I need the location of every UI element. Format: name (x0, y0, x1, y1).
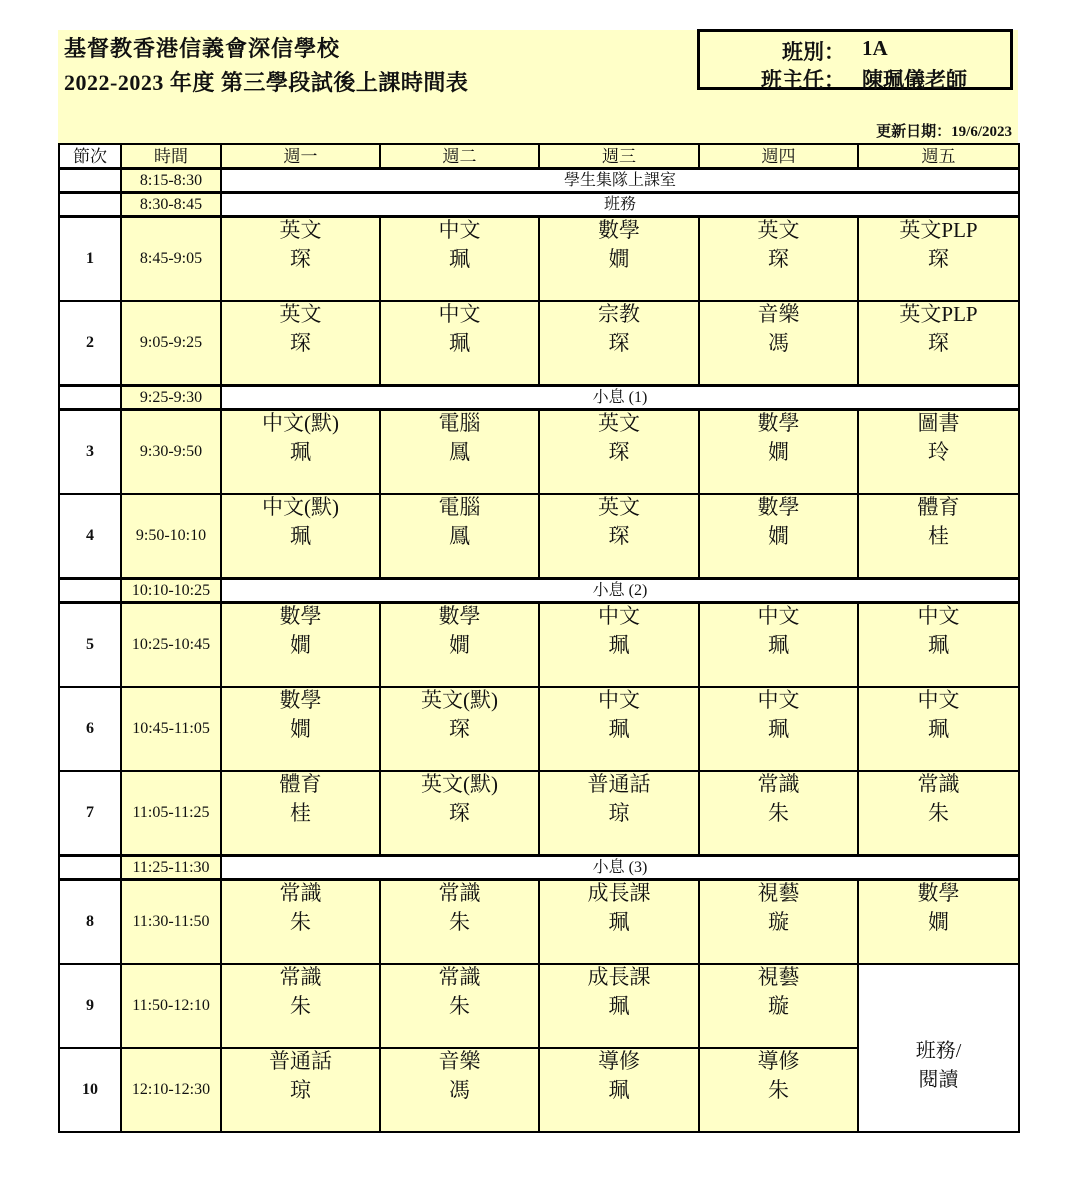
subject: 數學 (757, 411, 800, 435)
subject: 英文PLP (899, 218, 978, 242)
teacher: 朱 (928, 801, 949, 825)
period-number: 3 (59, 410, 121, 495)
lesson-cell (380, 687, 539, 771)
lesson-cell (380, 410, 539, 495)
break-label: 小息 (1) (221, 386, 1019, 410)
lesson-cell (539, 880, 699, 965)
period-row (59, 771, 1019, 856)
lesson-cell (380, 880, 539, 965)
teacher: 嫺 (928, 910, 949, 934)
break-label: 班務 (221, 193, 1019, 217)
break-label: 小息 (3) (221, 856, 1019, 880)
teacher: 璇 (768, 910, 789, 934)
lesson-cell (699, 964, 858, 1048)
subject: 常識 (279, 965, 322, 989)
subject: 數學 (279, 604, 322, 628)
break-row (59, 193, 1019, 217)
lesson-cell (380, 603, 539, 688)
subject: 常識 (917, 772, 960, 796)
lesson-cell (539, 494, 699, 579)
period-row (59, 603, 1019, 688)
period-time: 11:05-11:25 (121, 771, 221, 856)
subject: 中文 (598, 688, 640, 712)
lesson-cell (699, 217, 858, 302)
period-time: 8:15-8:30 (121, 169, 221, 193)
subject: 宗教 (598, 302, 640, 326)
period-row (59, 217, 1019, 302)
subject: 電腦 (438, 495, 481, 519)
teacher: 珮 (449, 247, 470, 271)
period-number: 7 (59, 771, 121, 856)
period-row (59, 687, 1019, 771)
lesson-cell (539, 410, 699, 495)
period-time: 8:45-9:05 (121, 217, 221, 302)
subject: 英文 (279, 302, 322, 326)
teacher: 嫺 (768, 524, 789, 548)
update-date: 更新日期：19/6/2023 (876, 124, 1012, 140)
period-time: 9:25-9:30 (121, 386, 221, 410)
subject: 電腦 (438, 411, 481, 435)
subject: 中文 (598, 604, 640, 628)
teacher: 琛 (608, 331, 630, 355)
teacher: 朱 (290, 994, 311, 1018)
lesson-cell (221, 964, 380, 1048)
lesson-cell (699, 410, 858, 495)
column-header: 週三 (539, 144, 699, 169)
lesson-cell (539, 217, 699, 302)
lesson-cell (858, 880, 1019, 965)
teacher: 鳳 (449, 440, 470, 464)
teacher: 嫺 (768, 440, 789, 464)
teacher: 嫺 (449, 633, 470, 657)
merged-friday-cell (858, 964, 1019, 1132)
teacher: 珮 (768, 717, 789, 741)
lesson-cell (699, 687, 858, 771)
break-row (59, 169, 1019, 193)
subject: 中文(默) (262, 411, 339, 435)
lesson-cell (539, 771, 699, 856)
merged-line-1: 班務/ (915, 1040, 962, 1062)
subject: 英文(默) (421, 772, 498, 796)
lesson-cell (699, 880, 858, 965)
subject: 數學 (438, 604, 481, 628)
teacher: 桂 (928, 524, 949, 548)
subject: 中文 (438, 218, 481, 242)
period-number: 4 (59, 494, 121, 579)
subject: 數學 (279, 688, 322, 712)
subject: 成長課 (587, 881, 651, 905)
teacher: 珮 (608, 717, 630, 741)
subject: 英文 (598, 411, 640, 435)
teacher: 珮 (928, 717, 949, 741)
subject: 體育 (917, 495, 960, 519)
period-time: 8:30-8:45 (121, 193, 221, 217)
teacher: 嫺 (608, 247, 630, 271)
subject: 音樂 (757, 302, 800, 326)
teacher-value: 陳珮儀老師 (862, 68, 967, 92)
subject: 數學 (917, 881, 960, 905)
lesson-cell (221, 217, 380, 302)
subject: 常識 (279, 881, 322, 905)
lesson-cell (539, 301, 699, 386)
teacher: 珮 (608, 633, 630, 657)
column-header: 週一 (221, 144, 380, 169)
lesson-cell (858, 603, 1019, 688)
period-number-empty (59, 386, 121, 410)
teacher: 朱 (449, 994, 470, 1018)
lesson-cell (858, 494, 1019, 579)
subject: 英文 (757, 218, 800, 242)
lesson-cell (380, 494, 539, 579)
teacher: 珮 (608, 994, 630, 1018)
break-label: 學生集隊上課室 (221, 169, 1019, 193)
teacher: 琛 (290, 331, 311, 355)
lesson-cell (858, 410, 1019, 495)
lesson-cell (380, 217, 539, 302)
subject: 中文 (757, 688, 800, 712)
subject: 普通話 (269, 1049, 332, 1073)
teacher: 朱 (449, 910, 470, 934)
subject: 英文 (598, 495, 640, 519)
lesson-cell (380, 1048, 539, 1132)
lesson-cell (221, 771, 380, 856)
subject: 常識 (757, 772, 800, 796)
column-header: 週五 (858, 144, 1019, 169)
period-number-empty (59, 193, 121, 217)
subject: 數學 (598, 218, 640, 242)
teacher: 珮 (290, 524, 311, 548)
teacher: 琛 (608, 524, 630, 548)
teacher: 琼 (608, 801, 630, 825)
teacher: 琛 (290, 247, 311, 271)
teacher: 琛 (768, 247, 789, 271)
subject: 中文 (917, 688, 960, 712)
lesson-cell (699, 494, 858, 579)
column-header: 節次 (59, 144, 121, 169)
teacher: 玲 (928, 440, 949, 464)
lesson-cell (221, 880, 380, 965)
subject: 中文 (438, 302, 481, 326)
subject: 英文PLP (899, 302, 978, 326)
header-row (59, 144, 1019, 169)
lesson-cell (221, 687, 380, 771)
period-row (59, 880, 1019, 965)
lesson-cell (380, 771, 539, 856)
lesson-cell (221, 494, 380, 579)
period-number: 8 (59, 880, 121, 965)
subject: 視藝 (757, 881, 800, 905)
break-label: 小息 (2) (221, 579, 1019, 603)
teacher: 朱 (768, 801, 789, 825)
lesson-cell (699, 771, 858, 856)
teacher: 珮 (290, 440, 311, 464)
period-time: 10:10-10:25 (121, 579, 221, 603)
timetable-title: 2022-2023 年度 第三學段試後上課時間表 (64, 70, 469, 95)
header-area (58, 30, 1018, 143)
teacher: 珮 (449, 331, 470, 355)
teacher: 桂 (290, 801, 311, 825)
teacher: 鳳 (449, 524, 470, 548)
column-header: 週二 (380, 144, 539, 169)
teacher: 琛 (928, 247, 949, 271)
subject: 導修 (598, 1049, 640, 1073)
period-row (59, 964, 1019, 1048)
timetable (58, 143, 1020, 1133)
lesson-cell (539, 1048, 699, 1132)
column-header: 週四 (699, 144, 858, 169)
teacher: 嫺 (290, 633, 311, 657)
lesson-cell (699, 1048, 858, 1132)
period-time: 9:05-9:25 (121, 301, 221, 386)
teacher-label: 班主任： (761, 68, 845, 92)
teacher: 珮 (928, 633, 949, 657)
lesson-cell (221, 301, 380, 386)
lesson-cell (858, 687, 1019, 771)
subject: 中文 (757, 604, 800, 628)
lesson-cell (858, 771, 1019, 856)
column-header: 時間 (121, 144, 221, 169)
period-number: 5 (59, 603, 121, 688)
period-number: 2 (59, 301, 121, 386)
school-name: 基督教香港信義會深信學校 (64, 36, 341, 61)
subject: 圖書 (917, 411, 960, 435)
teacher: 琛 (608, 440, 630, 464)
merged-line-2: 閱讀 (918, 1069, 959, 1091)
teacher: 璇 (768, 994, 789, 1018)
period-time: 11:50-12:10 (121, 964, 221, 1048)
subject: 常識 (438, 965, 481, 989)
period-number: 6 (59, 687, 121, 771)
teacher: 琛 (449, 801, 470, 825)
subject: 英文 (279, 218, 322, 242)
period-time: 9:30-9:50 (121, 410, 221, 495)
lesson-cell (539, 687, 699, 771)
subject: 常識 (438, 881, 481, 905)
period-number: 1 (59, 217, 121, 302)
lesson-cell (699, 301, 858, 386)
teacher: 珮 (768, 633, 789, 657)
period-time: 12:10-12:30 (121, 1048, 221, 1132)
lesson-cell (221, 1048, 380, 1132)
subject: 數學 (757, 495, 800, 519)
period-number: 10 (59, 1048, 121, 1132)
period-time: 11:25-11:30 (121, 856, 221, 880)
break-row (59, 386, 1019, 410)
teacher: 朱 (768, 1078, 789, 1102)
subject: 中文(默) (262, 495, 339, 519)
period-time: 10:45-11:05 (121, 687, 221, 771)
lesson-cell (539, 603, 699, 688)
lesson-cell (221, 410, 380, 495)
period-number: 9 (59, 964, 121, 1048)
lesson-cell (539, 964, 699, 1048)
period-number-empty (59, 169, 121, 193)
period-time: 10:25-10:45 (121, 603, 221, 688)
teacher: 馮 (449, 1078, 470, 1102)
period-time: 11:30-11:50 (121, 880, 221, 965)
teacher: 馮 (768, 331, 789, 355)
teacher: 琛 (928, 331, 949, 355)
lesson-cell (858, 217, 1019, 302)
teacher: 珮 (608, 910, 630, 934)
subject: 中文 (917, 604, 960, 628)
class-info-box (697, 29, 1013, 90)
lesson-cell (858, 301, 1019, 386)
period-number-empty (59, 856, 121, 880)
subject: 普通話 (587, 772, 651, 796)
teacher: 琛 (449, 717, 470, 741)
teacher: 朱 (290, 910, 311, 934)
period-row (59, 301, 1019, 386)
period-row (59, 410, 1019, 495)
subject: 音樂 (438, 1049, 481, 1073)
subject: 英文(默) (421, 688, 498, 712)
teacher: 珮 (608, 1078, 630, 1102)
lesson-cell (699, 603, 858, 688)
teacher: 嫺 (290, 717, 311, 741)
subject: 視藝 (757, 965, 800, 989)
subject: 體育 (279, 772, 322, 796)
class-label: 班別： (782, 40, 845, 64)
break-row (59, 856, 1019, 880)
period-row (59, 494, 1019, 579)
period-number-empty (59, 579, 121, 603)
class-value: 1A (862, 36, 888, 60)
teacher: 琼 (290, 1078, 311, 1102)
period-time: 9:50-10:10 (121, 494, 221, 579)
lesson-cell (380, 964, 539, 1048)
merged-friday-text (859, 1037, 1018, 1095)
lesson-cell (380, 301, 539, 386)
lesson-cell (221, 603, 380, 688)
break-row (59, 579, 1019, 603)
subject: 導修 (757, 1049, 800, 1073)
subject: 成長課 (587, 965, 651, 989)
